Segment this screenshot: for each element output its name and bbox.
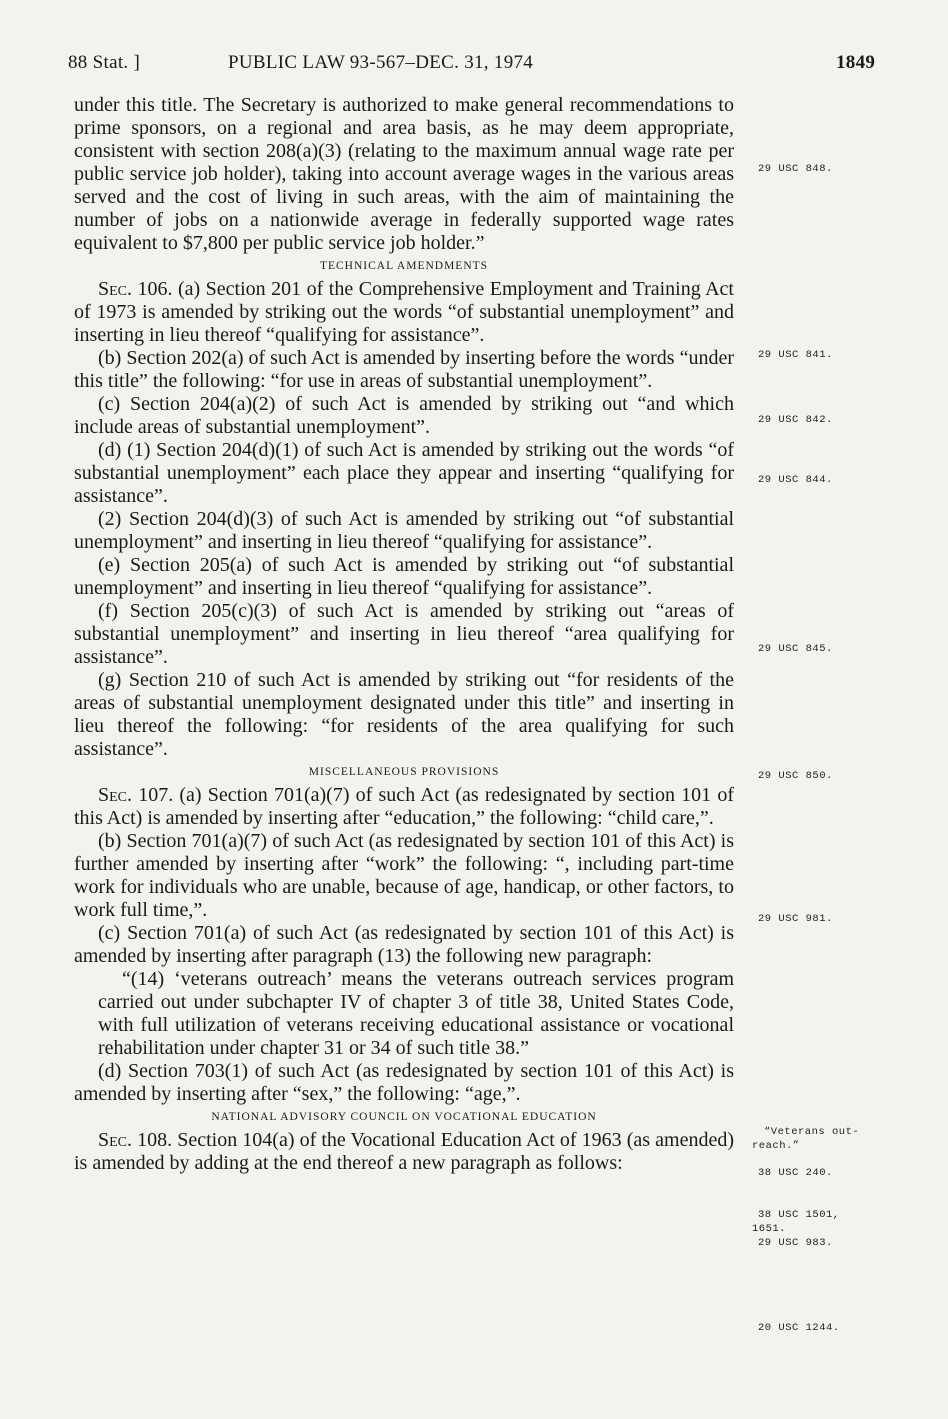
margin-note: 29 USC 850. xyxy=(758,770,833,782)
page-number: 1849 xyxy=(836,52,876,73)
margin-note: 29 USC 845. xyxy=(758,643,833,655)
margin-note: 29 USC 842. xyxy=(758,414,833,426)
volume-reference: 88 Stat. ] xyxy=(68,52,141,73)
page-title: PUBLIC LAW 93-567–DEC. 31, 1974 xyxy=(228,52,534,73)
section-label: Sec. xyxy=(98,1129,133,1151)
section-text: 106. (a) Section 201 of the Comprehensive Employment and Training Act of 1973 is amended by striking out the words “of substantial unemployment” and inserting in lieu thereof “qualifying for assistance”. xyxy=(74,278,734,346)
paragraph-continued: under this title. The Secretary is authorized to make general recommendations to prime sponsors, on a regional and area basis, as he may deem appropriate, consistent with section 208(a)(3) (relating to the maximum annual wage rate per public service job holder), taking into account average wages in the various areas served and the cost of living in such areas, with the aim of maintaining the number of jobs on a nationwide average in federally supported wage rates equivalent to $7,800 per public service job holder.” xyxy=(74,94,734,254)
margin-note: 29 USC 983. xyxy=(758,1237,833,1249)
section-text: 108. Section 104(a) of the Vocational Education Act of 1963 (as amended) is amended by adding at the end thereof a new paragraph as follows: xyxy=(74,1129,734,1174)
subsection-c: (c) Section 204(a)(2) of such Act is amended by striking out “and which include areas of substantial unemployment”. xyxy=(74,393,734,438)
subsection-107-c: (c) Section 701(a) of such Act (as redesignated by section 101 of this Act) is amended by inserting after paragraph (13) the following new paragraph: xyxy=(74,922,734,967)
subsection-g: (g) Section 210 of such Act is amended by striking out “for residents of the areas of substantial unemployment designated under this title” and inserting in lieu thereof the following: “for residents of the area qualifying for such assistance”. xyxy=(74,669,734,760)
margin-note: 20 USC 1244. xyxy=(758,1322,840,1334)
section-label: Sec. xyxy=(98,784,133,806)
section-107 xyxy=(74,784,734,830)
margin-note: reach.” xyxy=(752,1140,800,1152)
margin-note: 29 USC 844. xyxy=(758,474,833,486)
margin-note: 29 USC 848. xyxy=(758,163,833,175)
heading-technical-amendments: TECHNICAL AMENDMENTS xyxy=(319,260,489,272)
margin-note: 29 USC 841. xyxy=(758,349,833,361)
section-108 xyxy=(74,1129,734,1175)
margin-note: 38 USC 1501, xyxy=(758,1209,840,1221)
subsection-d2: (2) Section 204(d)(3) of such Act is amended by striking out “of substantial unemployment” and inserting in lieu thereof “qualifying for assistance”. xyxy=(74,508,734,553)
main-text xyxy=(74,94,734,1175)
subsection-107-b: (b) Section 701(a)(7) of such Act (as redesignated by section 101 of this Act) is further amended by inserting after “work” the following: “, including part-time work for individuals who are unable, because of age, handicap, or other factors, to work full time,”. xyxy=(74,830,734,921)
margin-note: 29 USC 981. xyxy=(758,913,833,925)
subsection-b: (b) Section 202(a) of such Act is amended by inserting before the words “under this title” the following: “for use in areas of substantial unemployment”. xyxy=(74,347,734,392)
section-label: Sec. xyxy=(98,278,133,300)
section-text: 107. (a) Section 701(a)(7) of such Act (as redesignated by section 101 of this Act) is amended by inserting after “education,” the following: “child care,”. xyxy=(74,784,734,829)
subsection-107-d: (d) Section 703(1) of such Act (as redesignated by section 101 of this Act) is amended by inserting after “sex,” the following: “age,”. xyxy=(74,1060,734,1105)
margin-note: “Veterans out- xyxy=(764,1126,860,1138)
margin-note: 38 USC 240. xyxy=(758,1167,833,1179)
heading-vocational-council: NATIONAL ADVISORY COUNCIL ON VOCATIONAL EDUCATION xyxy=(211,1111,597,1123)
section-106 xyxy=(74,278,734,347)
subsection-e: (e) Section 205(a) of such Act is amended by striking out “of substantial unemployment” and inserting in lieu thereof “qualifying for assistance”. xyxy=(74,554,734,599)
quoted-paragraph-14: “(14) ‘veterans outreach’ means the veterans outreach services program carried out under subchapter IV of chapter 3 of title 38, United States Code, with full utilization of veterans receiving educational assistance or vocational rehabilitation under chapter 31 or 34 of such title 38.” xyxy=(98,968,734,1059)
heading-miscellaneous: MISCELLANEOUS PROVISIONS xyxy=(308,766,500,778)
subsection-d1: (d) (1) Section 204(d)(1) of such Act is amended by striking out the words “of substantial unemployment” each place they appear and inserting “qualifying for assistance”. xyxy=(74,439,734,507)
subsection-f: (f) Section 205(c)(3) of such Act is amended by striking out “areas of substantial unemployment” and inserting in lieu thereof “area qualifying for assistance”. xyxy=(74,600,734,668)
margin-note: 1651. xyxy=(752,1223,787,1235)
